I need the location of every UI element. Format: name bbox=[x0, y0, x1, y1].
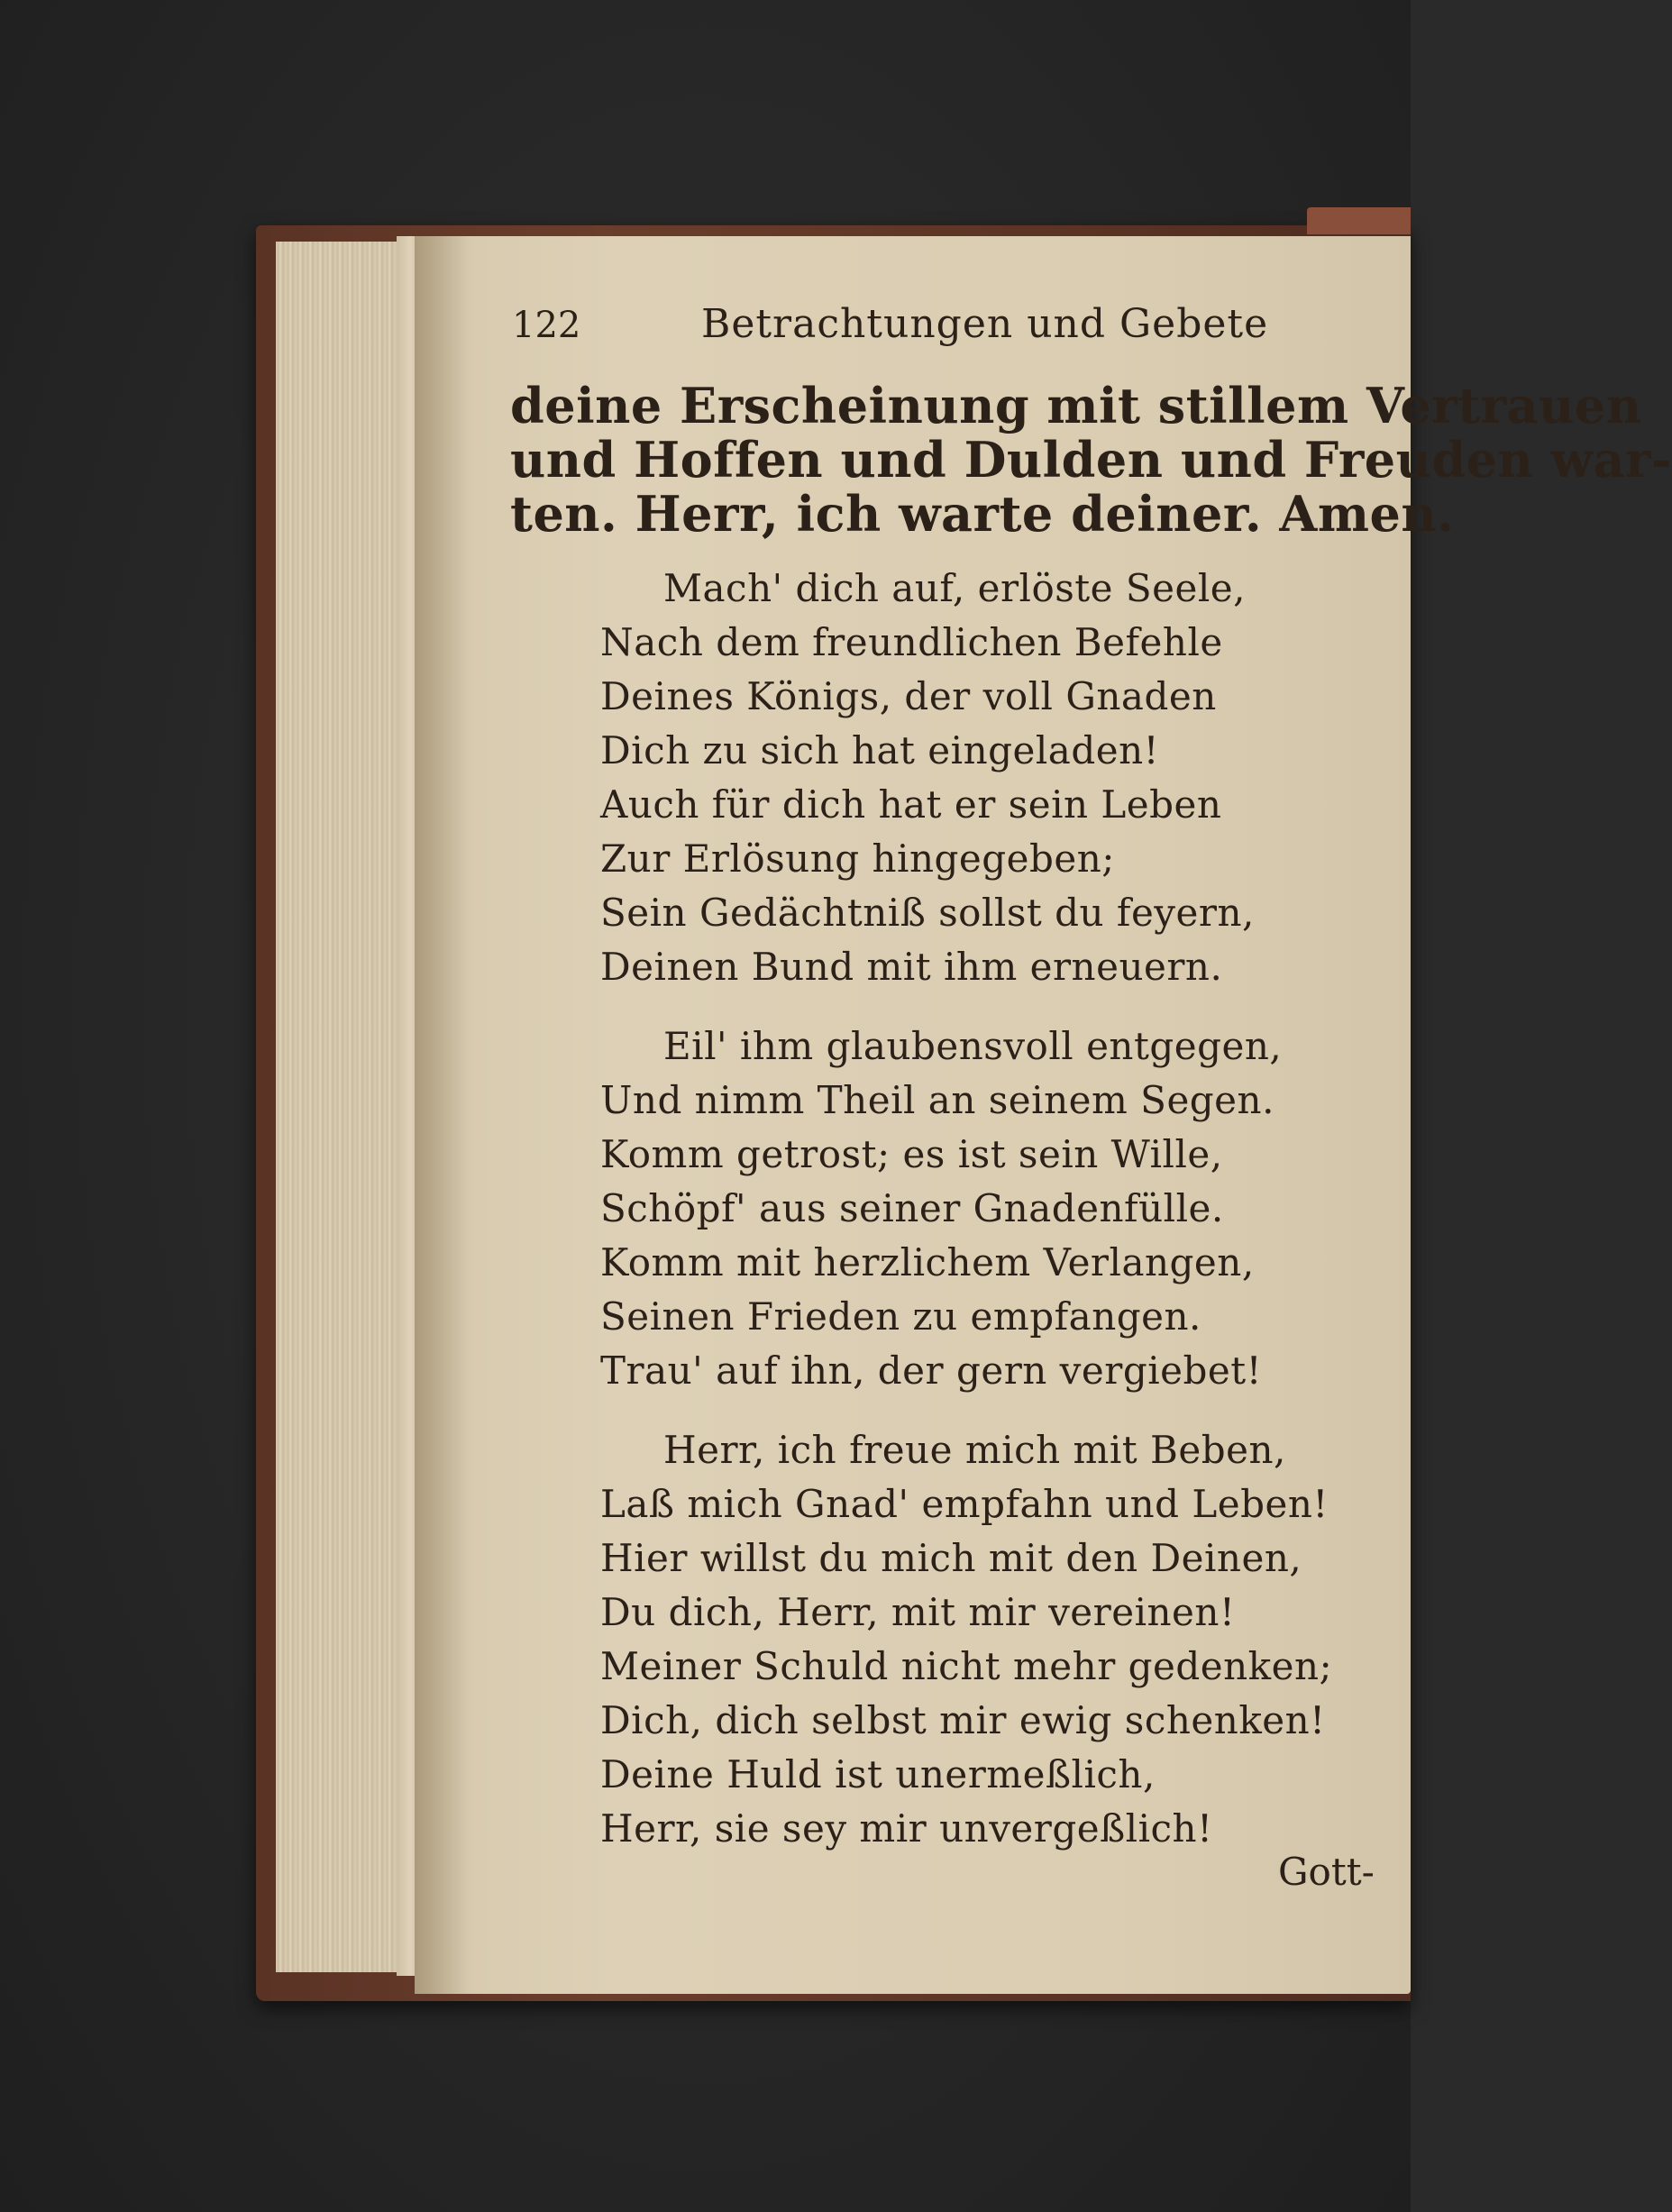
verse-line: Herr, sie sey mir unvergeßlich! bbox=[600, 1806, 1213, 1851]
verse-line: Schöpf' aus seiner Gnadenfülle. bbox=[600, 1186, 1224, 1230]
verse-line: Sein Gedächtniß sollst du feyern, bbox=[600, 891, 1255, 935]
page-number: 122 bbox=[512, 305, 581, 346]
verse-line: Nach dem freundlichen Befehle bbox=[600, 620, 1223, 664]
verse-line: Meiner Schuld nicht mehr gedenken; bbox=[600, 1644, 1333, 1688]
verse-line: Trau' auf ihn, der gern vergiebet! bbox=[600, 1348, 1263, 1393]
verse-line: Seinen Frieden zu empfangen. bbox=[600, 1294, 1201, 1339]
verse-line: Laß mich Gnad' empfahn und Leben! bbox=[600, 1482, 1329, 1526]
prose-line: und Hoffen und Dulden und Freuden war- bbox=[510, 431, 1672, 489]
verse-line: Hier willst du mich mit den Deinen, bbox=[600, 1536, 1302, 1580]
verse-line: Auch für dich hat er sein Leben bbox=[600, 782, 1222, 827]
book-spine-edge bbox=[1307, 207, 1411, 234]
verse-line: Deinen Bund mit ihm erneuern. bbox=[600, 945, 1223, 989]
verse-line: Komm mit herzlichem Verlangen, bbox=[600, 1240, 1255, 1284]
verse-line: Mach' dich auf, erlöste Seele, bbox=[663, 566, 1247, 610]
verse-line: Herr, ich freue mich mit Beben, bbox=[663, 1428, 1286, 1472]
verse-line: Deine Huld ist unermeßlich, bbox=[600, 1752, 1156, 1796]
running-title: Betrachtungen und Gebete bbox=[701, 301, 1269, 347]
verse-line: Deines Königs, der voll Gnaden bbox=[600, 674, 1217, 718]
catchword: Gott- bbox=[1278, 1850, 1375, 1894]
verse-line: Komm getrost; es ist sein Wille, bbox=[600, 1132, 1223, 1176]
verse-line: Eil' ihm glaubensvoll entgegen, bbox=[663, 1024, 1283, 1068]
verse-line: Du dich, Herr, mit mir vereinen! bbox=[600, 1590, 1236, 1634]
prose-line: deine Erscheinung mit stillem Vertrauen bbox=[510, 377, 1642, 434]
page-gutter-shadow bbox=[415, 236, 469, 1994]
verse-line: Dich, dich selbst mir ewig schenken! bbox=[600, 1698, 1326, 1742]
verse-line: Und nimm Theil an seinem Segen. bbox=[600, 1078, 1275, 1122]
verse-line: Zur Erlösung hingegeben; bbox=[600, 836, 1115, 881]
prose-line: ten. Herr, ich warte deiner. Amen. bbox=[510, 485, 1455, 543]
verse-line: Dich zu sich hat eingeladen! bbox=[600, 728, 1160, 772]
